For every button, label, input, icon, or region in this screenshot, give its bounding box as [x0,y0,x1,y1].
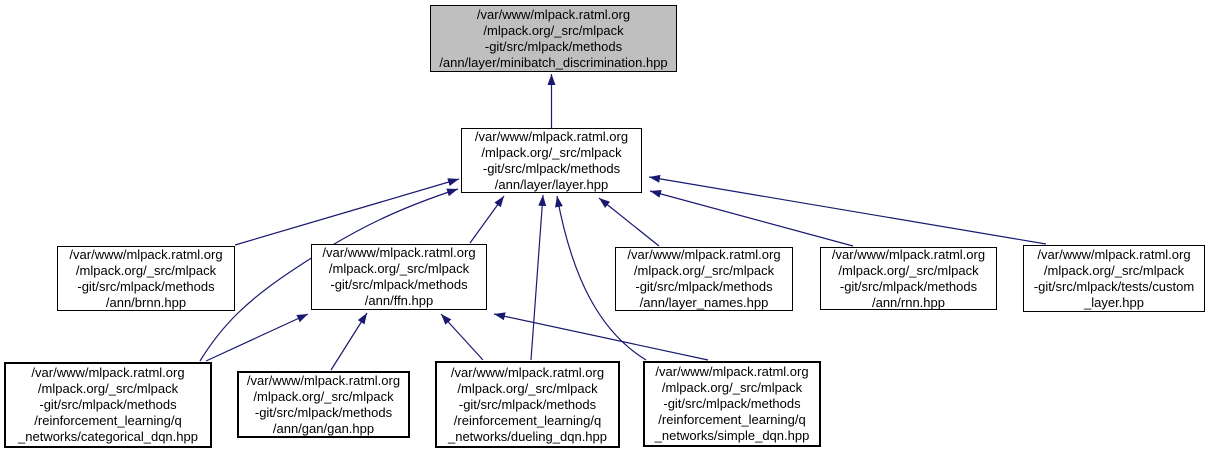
node-layer-names-hpp[interactable] [615,247,793,311]
node-text-line: /var/www/mlpack.ratml.org [1037,246,1191,262]
edge-dueling-dqn-to-layer [531,195,543,360]
node-text-line: /mlpack.org/_src/mlpack [661,380,803,395]
node-text-line: /mlpack.org/_src/mlpack [328,261,470,276]
node-ffn-hpp[interactable] [311,244,487,310]
node-text-line: _networks/dueling_dqn.hpp [447,428,607,444]
node-text-line: -git/src/mlpack/methods [482,160,621,176]
node-text-line: -git/src/mlpack/tests/custom [1033,278,1195,294]
node-text-line: _networks/categorical_dqn.hpp [18,429,198,444]
node-categorical-dqn-hpp[interactable] [4,362,212,448]
node-custom-layer-hpp[interactable] [1023,245,1205,312]
node-text-line: /mlpack.org/_src/mlpack [253,388,394,404]
node-text-line: -git/src/mlpack/methods [635,279,773,294]
edge-categorical-dqn-to-ffn [206,314,308,361]
node-brnn-hpp[interactable] [57,246,235,311]
node-text-line: /var/www/mlpack.ratml.org [246,372,401,388]
node-text-line: /var/www/mlpack.ratml.org [322,245,476,260]
node-text-line: _networks/simple_dqn.hpp [654,428,810,443]
node-minibatch-discrimination-hpp [430,5,677,72]
node-text-line: /var/www/mlpack.ratml.org [450,364,605,380]
node-text-line: /ann/layer/layer.hpp [494,176,609,192]
edge-brnn-to-layer [235,179,459,245]
edge-custom-layer-to-layer [649,177,1046,244]
edge-dueling-dqn-to-ffn [441,314,483,360]
node-text-line: /mlpack.org/_src/mlpack [75,262,217,278]
node-text-line: /var/www/mlpack.ratml.org [627,247,781,262]
node-text-line: /reinforcement_learning/q [34,413,182,428]
node-gan-hpp[interactable] [237,371,410,438]
node-text-line: /mlpack.org/_src/mlpack [1043,262,1185,278]
edge-rnn-to-layer [650,191,853,246]
node-text-line: /var/www/mlpack.ratml.org [69,246,223,262]
node-text-line: -git/src/mlpack/methods [77,278,215,294]
edge-gan-to-ffn [331,313,367,370]
node-text-line: -git/src/mlpack/methods [39,397,177,412]
node-text-line: /reinforcement_learning/q [453,412,602,428]
node-text-line: /var/www/mlpack.ratml.org [31,365,185,380]
edge-ffn-to-layer [470,196,504,243]
node-text-line: /var/www/mlpack.ratml.org [474,128,629,144]
node-text-line: /mlpack.org/_src/mlpack [483,22,624,38]
node-text-line: -git/src/mlpack/methods [484,38,623,54]
node-text-line: -git/src/mlpack/methods [839,278,978,294]
node-text-line: /ann/layer/minibatch_discrimination.hpp [439,54,668,70]
node-text-line: /ann/rnn.hpp [871,294,945,310]
node-layer-hpp[interactable] [461,128,642,193]
node-text-line: /reinforcement_learning/q [658,412,806,427]
node-text-line: -git/src/mlpack/methods [330,277,468,292]
node-text-line: -git/src/mlpack/methods [663,396,801,411]
node-text-line: /var/www/mlpack.ratml.org [655,364,809,379]
node-text-line: /var/www/mlpack.ratml.org [476,6,631,22]
node-text-line: /ann/brnn.hpp [105,294,187,310]
node-simple-dqn-hpp[interactable] [643,361,821,447]
node-text-line: /mlpack.org/_src/mlpack [37,381,179,396]
node-text-line: _layer.hpp [1084,294,1144,310]
node-text-line: /ann/gan/gan.hpp [272,420,375,436]
node-text-line: /mlpack.org/_src/mlpack [633,263,775,278]
node-text-line: /ann/layer_names.hpp [639,295,769,310]
node-text-line: /mlpack.org/_src/mlpack [838,262,979,278]
edge-layer-names-to-layer [599,198,659,246]
node-text-line: /ann/ffn.hpp [364,293,434,308]
node-text-line: /mlpack.org/_src/mlpack [457,380,598,396]
node-text-line: /var/www/mlpack.ratml.org [831,246,986,262]
node-dueling-dqn-hpp[interactable] [435,361,620,448]
edge-simple-dqn-to-ffn [494,314,708,360]
node-text-line: -git/src/mlpack/methods [254,404,393,420]
node-text-line: /mlpack.org/_src/mlpack [481,144,622,160]
node-rnn-hpp[interactable] [820,247,997,310]
node-text-line: -git/src/mlpack/methods [458,396,597,412]
